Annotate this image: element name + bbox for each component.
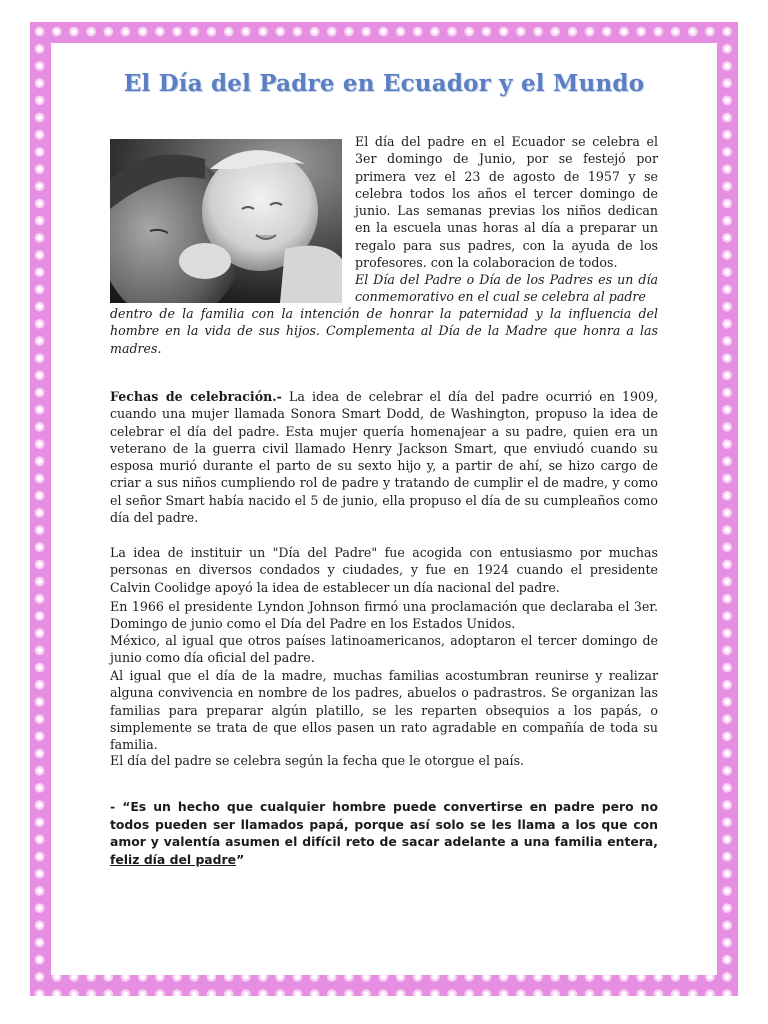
instituir-paragraph: La idea de instituir un "Día del Padre" fue acogida con entusiasmo por muchas personas en diversos condados y ciudades, y fue en 1924 cuando el presidente Calvin Coolidge apoyó la idea de establecer un día nacional del padre. [110, 545, 658, 595]
madre-paragraph: Al igual que el día de la madre, muchas familias acostumbran reunirse y realizar alguna convivencia en nombre de los padres, abuelos o padrastros. Se organizan las familias para preparar algún platillo, se les reparten obsequios a los papás, o simplemente se trata de que ellos pasen un rato agradable en compañía de toda su familia. [110, 668, 658, 753]
intro-paragraph: El día del padre en el Ecuador se celebra el 3er domingo de Junio, por se festejó por primera vez el 23 de agosto de 1957 y se celebra todos los años el tercer domingo de junio. Las semanas previas los niños dedican en la escuela unas horas al día a preparar un regalo para sus padres, con la ayuda de los profesores. con la colaboracion de todos. [355, 134, 658, 271]
fechas-body: La idea de celebrar el día del padre ocurrió en 1909, cuando una mujer llamada Sonora Smart Dodd, de Washington, propuso la idea de celebrar el día del padre. Esta mujer quería homenajear a su padre, quien era un veterano de la guerra civil llamado Henry Jackson Smart, que enviudó cuando su esposa murió durante el parto de su sexto hijo y, a partir de ahí, se hizo cargo de criar a sus niños cumpliendo rol de padre y tratando de cumplir el de madre, y como el señor Smart había nacido el 5 de junio, ella propuso el día de su cumpleaños como día del padre. [110, 389, 659, 526]
mexico-paragraph: México, al igual que otros países latinoamericanos, adoptaron el tercer domingo de junio como día oficial del padre. [110, 633, 658, 666]
intro-italic-part1: El Día del Padre o Día de los Padres es un día conmemorativo en el cual se celebra al padre [355, 272, 658, 305]
intro-italic-part2: dentro de la familia con la intención de honrar la paternidad y la influencia del hombre en la vida de sus hijos. Complementa al Día de la Madre que honra a las madres. [110, 306, 658, 356]
paragraph-1966: En 1966 el presidente Lyndon Johnson firmó una proclamación que declaraba el 3er. Domingo de junio como el Día del Padre en los Estados Unidos. [110, 599, 658, 632]
fecha-paragraph: El día del padre se celebra según la fecha que le otorgue el país. [110, 753, 525, 768]
page-title: El Día del Padre en Ecuador y el Mundo [123, 70, 645, 97]
quote-paragraph [110, 798, 658, 868]
father-baby-photo [110, 139, 342, 303]
quote-highlight: feliz día del padre [110, 851, 237, 867]
quote-text: - “Es un hecho que cualquier hombre puede convertirse en padre pero no todos pueden ser llamados papá, porque así solo se les llama a los que con amor y valentía asumen el difícil reto de sacar adelante a una familia entera, [110, 799, 658, 849]
fechas-heading: Fechas de celebración.- [110, 389, 282, 404]
quote-end: ” [236, 851, 245, 867]
fechas-paragraph [110, 388, 658, 526]
